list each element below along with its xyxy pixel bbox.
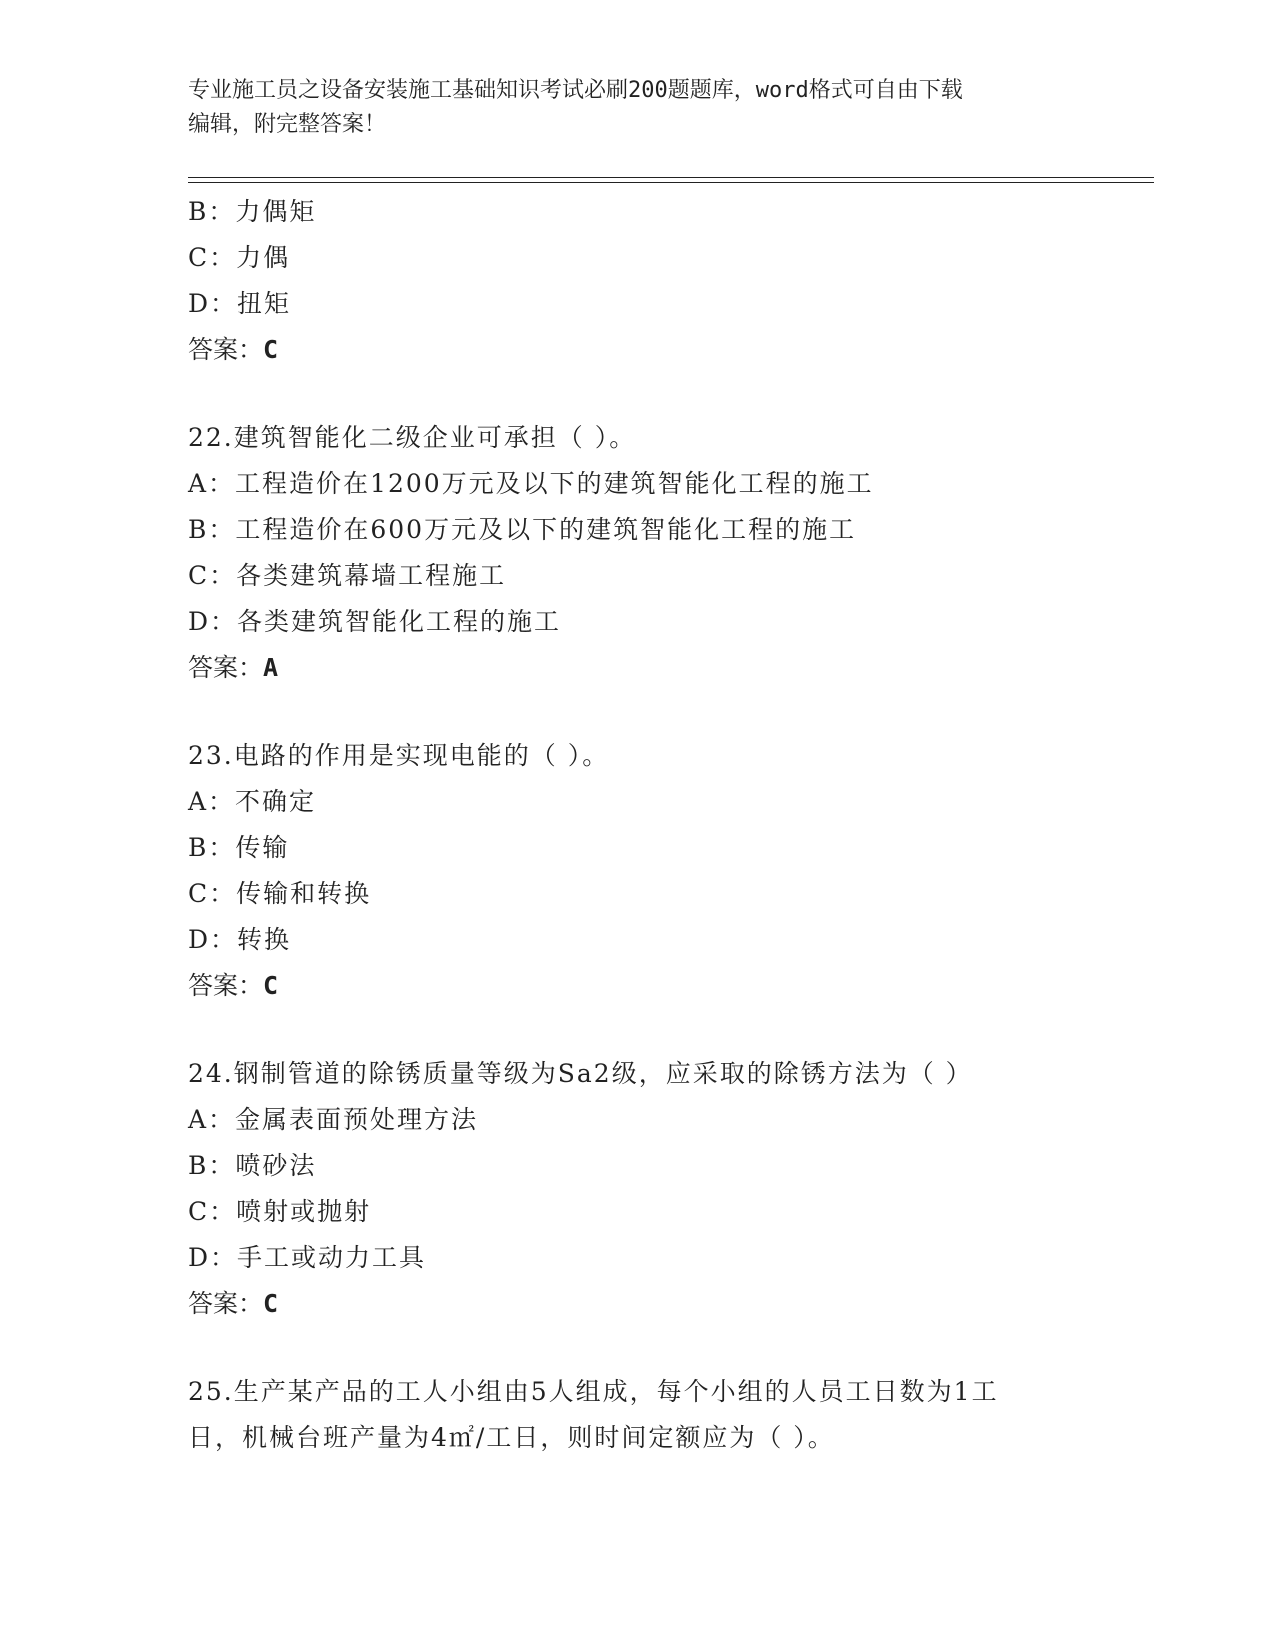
question-block-25	[188, 1369, 1148, 1461]
question-spacer	[188, 1009, 1148, 1051]
question-block-24	[188, 1051, 1148, 1327]
question-text: 23.电路的作用是实现电能的（ ）。	[188, 741, 610, 770]
option-d: D：各类建筑智能化工程的施工	[188, 607, 562, 636]
option-d: D：转换	[188, 925, 292, 954]
answer-label: 答案：	[188, 971, 264, 1000]
answer-line	[188, 963, 1148, 1009]
option-c: C：各类建筑幕墙工程施工	[188, 561, 507, 590]
option-c: C：喷射或抛射	[188, 1197, 372, 1226]
question-text: 22.建筑智能化二级企业可承担（ ）。	[188, 423, 637, 452]
option-d: D：手工或动力工具	[188, 1243, 427, 1272]
question-text-line-1: 25.生产某产品的工人小组由5人组成，每个小组的人员工日数为1工	[188, 1377, 999, 1406]
question-content	[188, 189, 1148, 1461]
question-spacer	[188, 1327, 1148, 1369]
option-c: C：力偶	[188, 243, 291, 272]
answer-line	[188, 1281, 1148, 1327]
question-text-line-2: 日，机械台班产量为4㎡/工日，则时间定额应为（ ）。	[188, 1423, 835, 1452]
question-block-21	[188, 189, 1148, 373]
header-title-line-2: 编辑，附完整答案！	[188, 112, 387, 137]
option-c: C：传输和转换	[188, 879, 372, 908]
answer-value: C	[263, 1289, 279, 1318]
option-a: A：金属表面预处理方法	[188, 1105, 479, 1134]
answer-label: 答案：	[188, 1289, 264, 1318]
question-block-23	[188, 733, 1148, 1009]
header-divider-top	[188, 177, 1154, 178]
header-divider-bottom	[188, 182, 1154, 183]
option-a: A：工程造价在1200万元及以下的建筑智能化工程的施工	[188, 469, 874, 498]
answer-value: C	[263, 335, 279, 364]
option-d: D：扭矩	[188, 289, 292, 318]
header-title-line-1: 专业施工员之设备安装施工基础知识考试必刷200题题库，word格式可自由下载	[188, 78, 963, 103]
question-text: 24.钢制管道的除锈质量等级为Sa2级，应采取的除锈方法为（ ）	[188, 1059, 973, 1088]
option-b: B：力偶矩	[188, 197, 317, 226]
question-spacer	[188, 373, 1148, 415]
answer-value: C	[263, 971, 279, 1000]
option-a: A：不确定	[188, 787, 317, 816]
answer-value: A	[263, 653, 279, 682]
answer-label: 答案：	[188, 653, 264, 682]
option-b: B：喷砂法	[188, 1151, 317, 1180]
answer-label: 答案：	[188, 335, 264, 364]
answer-line	[188, 645, 1148, 691]
question-block-22	[188, 415, 1148, 691]
option-b: B：传输	[188, 833, 290, 862]
answer-line	[188, 327, 1148, 373]
question-spacer	[188, 691, 1148, 733]
document-header	[188, 74, 1088, 142]
option-b: B：工程造价在600万元及以下的建筑智能化工程的施工	[188, 515, 857, 544]
